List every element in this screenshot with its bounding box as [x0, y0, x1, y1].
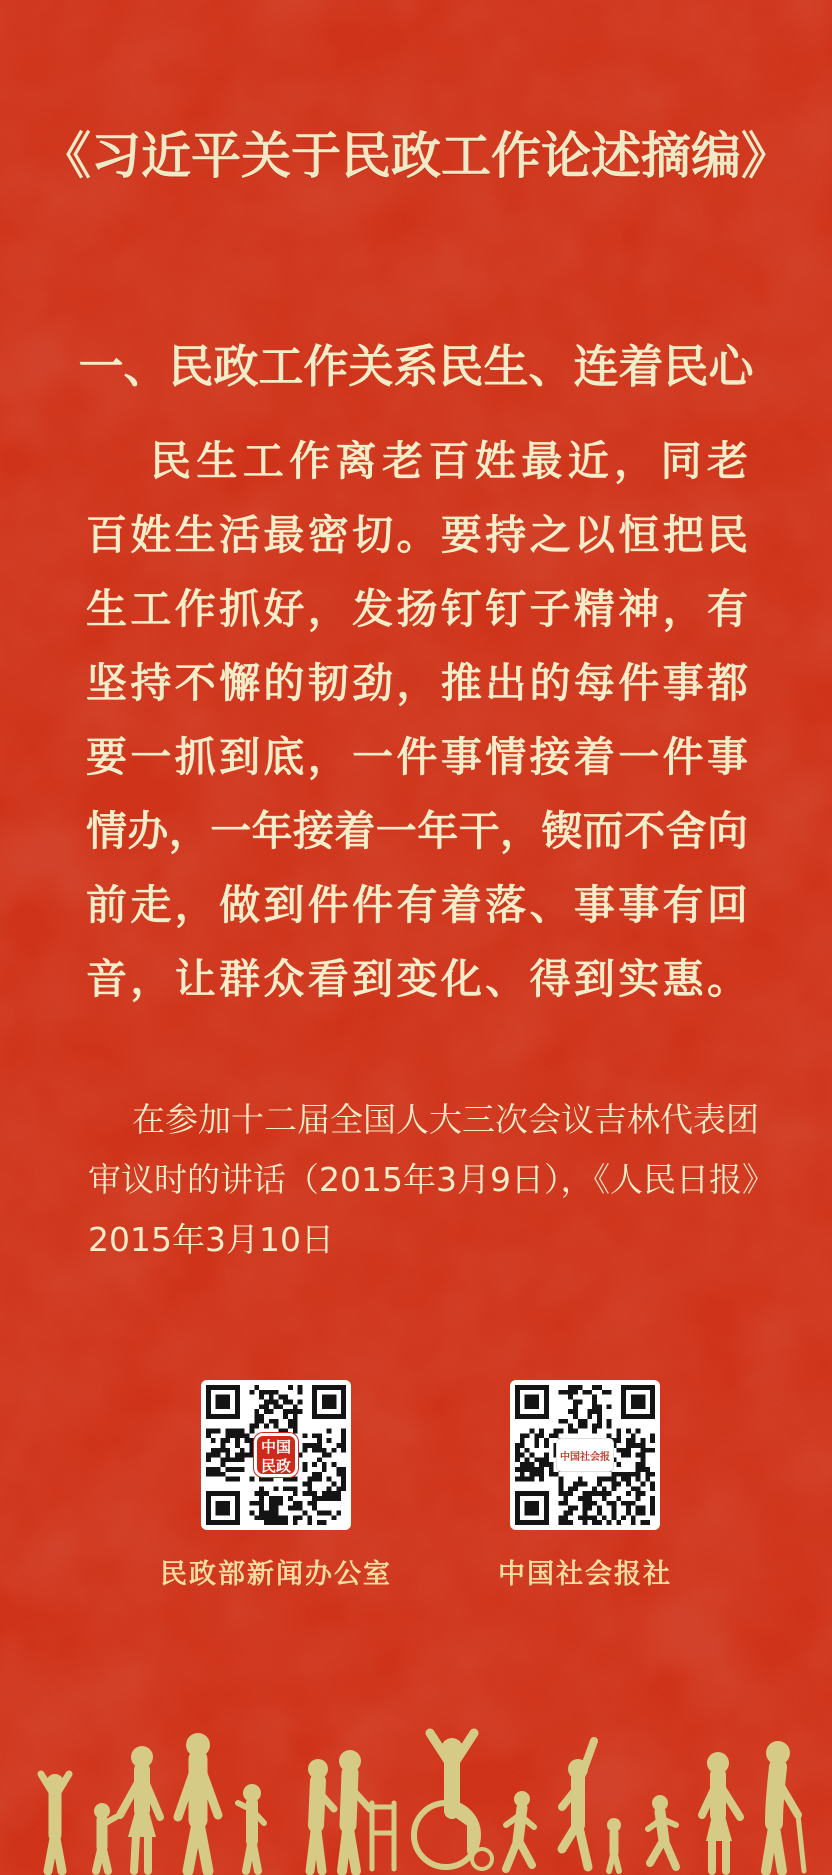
- quote-line: 情办，一年接着一年干，锲而不舍向: [86, 807, 748, 855]
- qr-label-minzhengbu: 民政部新闻办公室: [160, 1559, 392, 1590]
- attribution-line: 在参加十二届全国人大三次会议吉林代表团: [132, 1100, 759, 1139]
- quote-line: 音，让群众看到变化、得到实惠。: [86, 955, 748, 1003]
- silhouette-mother: [120, 1746, 160, 1871]
- attribution: [88, 1090, 775, 1270]
- silhouette-woman: [702, 1752, 740, 1871]
- minzheng-seal-logo: 中国民政: [254, 1433, 298, 1477]
- silhouette-running-child: [506, 1791, 534, 1869]
- quote-line: 生工作抓好，发扬钉钉子精神，有: [86, 585, 748, 633]
- qr-code-minzhengbu: [201, 1380, 351, 1530]
- quote-line: 民生工作离老百姓最近，同老: [150, 437, 748, 485]
- silhouette-running-child: [648, 1795, 676, 1867]
- quote-line: 坚持不懈的韧劲，推出的每件事都: [86, 659, 748, 707]
- quote-line: 前走，做到件件有着落、事事有回: [86, 881, 748, 929]
- qr-item-shehuibao: [498, 1380, 672, 1591]
- silhouette-wheelchair-person: [414, 1733, 492, 1869]
- qr-code-shehuibao: [510, 1380, 660, 1530]
- silhouette-toddler: [94, 1803, 116, 1871]
- silhouette-father: [178, 1733, 218, 1871]
- silhouette-jumping-person: [562, 1741, 594, 1867]
- silhouette-elderly-couple-walker: [308, 1750, 394, 1871]
- poster-title: 《习近平关于民政工作论述摘编》: [41, 127, 791, 185]
- attribution-line: 2015年3月10日: [88, 1220, 334, 1259]
- qr-label-shehuibao: 中国社会报社: [498, 1559, 672, 1590]
- silhouette-elderly-man-cane: [766, 1741, 804, 1871]
- quote-line: 要一抓到底，一件事情接着一件事: [86, 733, 748, 781]
- attribution-line: 审议时的讲话（2015年3月9日），《人民日报》: [88, 1160, 775, 1199]
- section-heading: 一、民政工作关系民生、连着民心: [78, 340, 754, 393]
- people-silhouettes-graphic: [0, 1675, 832, 1875]
- qr-code-row: [0, 1380, 832, 1591]
- silhouette-child: [238, 1784, 264, 1871]
- shehuibao-logo: 中国社会报: [556, 1438, 614, 1472]
- quote-paragraph: [86, 424, 748, 1016]
- qr-item-minzhengbu: [160, 1380, 392, 1591]
- silhouette-cheering-child: [41, 1774, 69, 1871]
- quote-line: 百姓生活最密切。要持之以恒把民: [86, 511, 748, 559]
- silhouette-small-child: [607, 1818, 621, 1871]
